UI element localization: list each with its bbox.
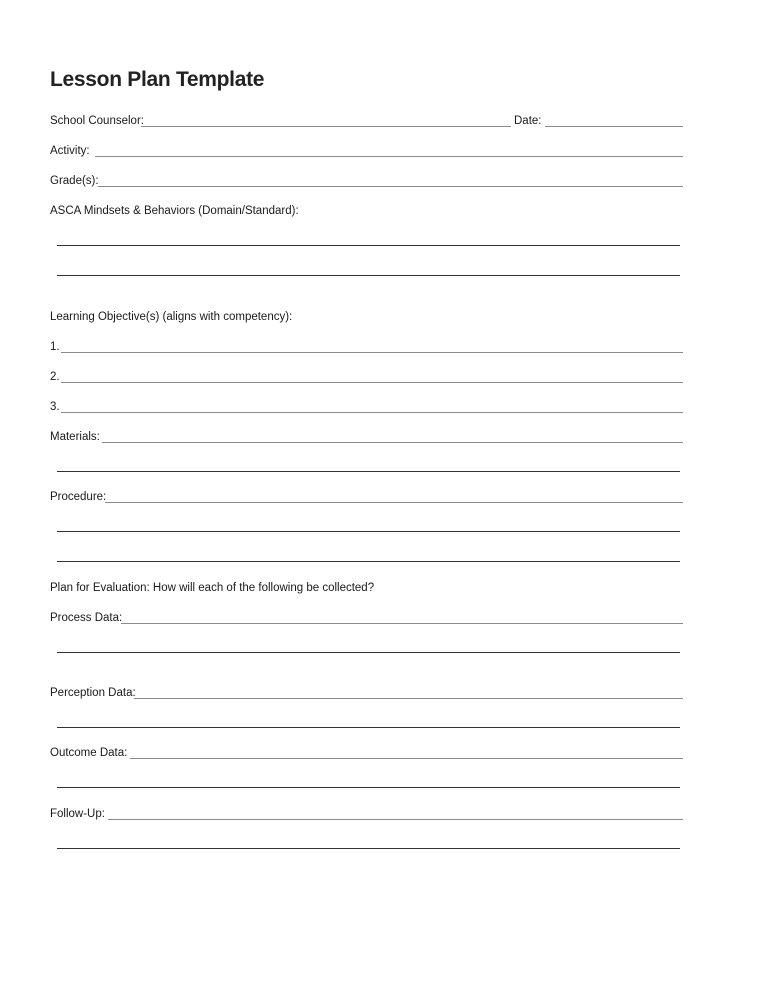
page-title: Lesson Plan Template (50, 68, 265, 91)
follow-up-label: Follow-Up: (50, 808, 105, 820)
activity-field[interactable] (95, 156, 683, 157)
asca-line-2[interactable] (57, 275, 680, 276)
process-data-line-2[interactable] (57, 652, 680, 653)
plan-for-evaluation-label: Plan for Evaluation: How will each of the following be collected? (50, 582, 375, 594)
activity-label: Activity: (50, 145, 90, 157)
school-counselor-field[interactable] (141, 126, 511, 127)
process-data-field[interactable] (121, 623, 683, 624)
asca-label: ASCA Mindsets & Behaviors (Domain/Standard): (50, 205, 299, 217)
asca-line-1[interactable] (57, 245, 680, 246)
materials-line-2[interactable] (57, 471, 680, 472)
follow-up-line-2[interactable] (57, 848, 680, 849)
materials-label: Materials: (50, 431, 100, 443)
objective-2-label: 2. (50, 371, 60, 383)
date-label: Date: (514, 115, 542, 127)
perception-data-label: Perception Data: (50, 687, 136, 699)
procedure-field[interactable] (105, 502, 683, 503)
grades-label: Grade(s): (50, 175, 99, 187)
outcome-data-line-2[interactable] (57, 787, 680, 788)
procedure-label: Procedure: (50, 491, 107, 503)
perception-data-field[interactable] (134, 698, 683, 699)
objective-3-field[interactable] (61, 412, 683, 413)
date-field[interactable] (545, 126, 683, 127)
objective-1-field[interactable] (61, 352, 683, 353)
objective-3-label: 3. (50, 401, 60, 413)
perception-data-line-2[interactable] (57, 727, 680, 728)
materials-field[interactable] (102, 442, 683, 443)
learning-objectives-label: Learning Objective(s) (aligns with competency): (50, 311, 293, 323)
procedure-line-2[interactable] (57, 531, 680, 532)
objective-2-field[interactable] (61, 382, 683, 383)
outcome-data-field[interactable] (130, 758, 683, 759)
objective-1-label: 1. (50, 341, 60, 353)
outcome-data-label: Outcome Data: (50, 747, 128, 759)
grades-field[interactable] (98, 186, 683, 187)
process-data-label: Process Data: (50, 612, 123, 624)
follow-up-field[interactable] (108, 819, 683, 820)
procedure-line-3[interactable] (57, 561, 680, 562)
school-counselor-label: School Counselor: (50, 115, 144, 127)
